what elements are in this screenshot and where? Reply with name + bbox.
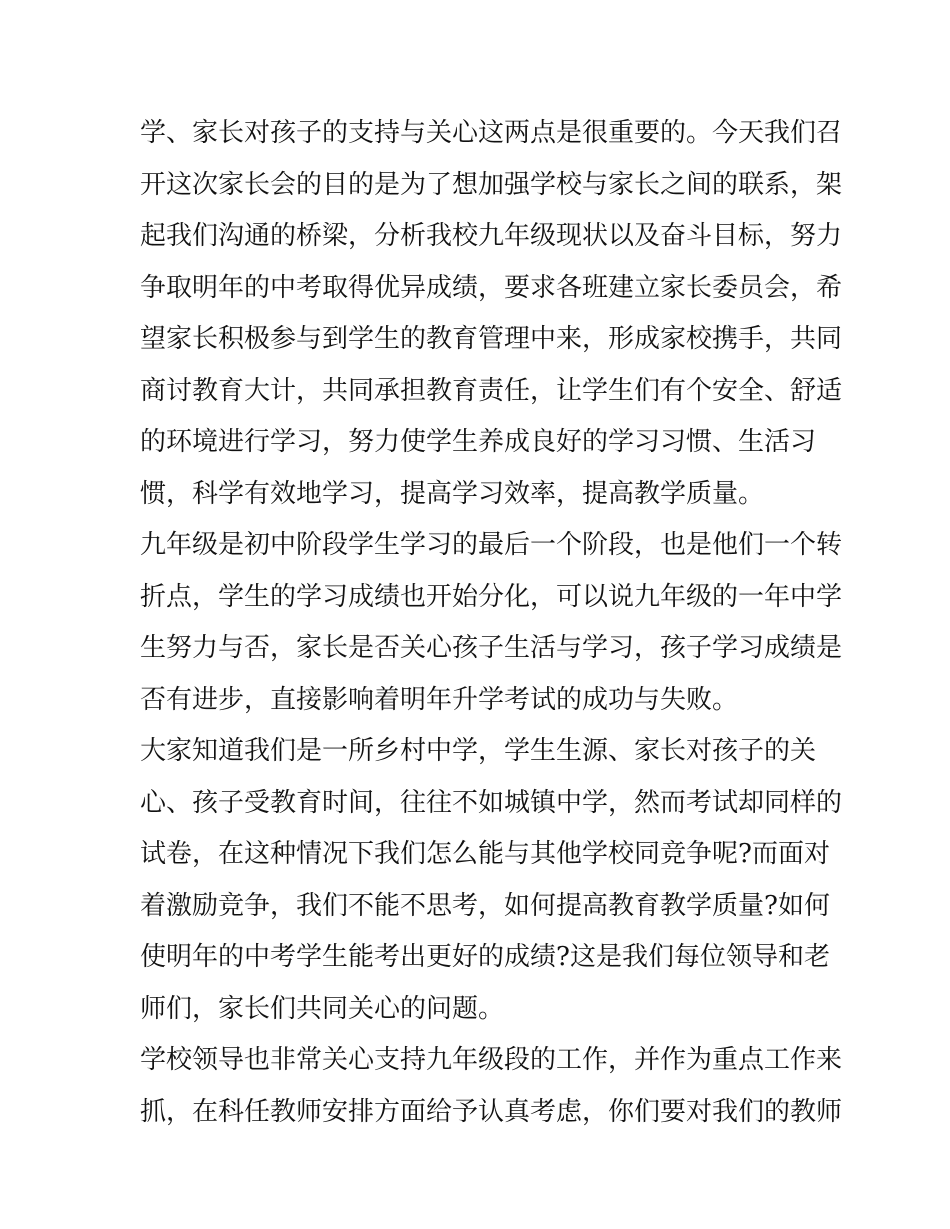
- text-line-6: 商讨教育大计，共同承担教育责任，让学生们有个安全、舒适: [140, 375, 843, 406]
- text-line-1: 学、家长对孩子的支持与关心这两点是很重要的。今天我们召: [140, 118, 843, 148]
- text-line-20: 抓，在科任教师安排方面给予认真考虑，你们要对我们的教师: [140, 1096, 843, 1127]
- text-line-8: 惯，科学有效地学习，提高学习效率，提高教学质量。: [140, 478, 765, 509]
- text-line-11: 生努力与否，家长是否关心孩子生活与学习，孩子学习成绩是: [140, 633, 843, 663]
- text-line-9: 九年级是初中阶段学生学习的最后一个阶段，也是他们一个转: [140, 530, 843, 560]
- text-line-12: 否有进步，直接影响着明年升学考试的成功与失败。: [140, 684, 739, 715]
- text-line-5: 望家长积极参与到学生的教育管理中来，形成家校携手，共同: [140, 324, 843, 354]
- text-line-14: 心、孩子受教育时间，往往不如城镇中学，然而考试却同样的: [140, 787, 843, 818]
- text-line-7: 的环境进行学习，努力使学生养成良好的学习习惯、生活习: [140, 427, 817, 457]
- text-line-13: 大家知道我们是一所乡村中学，学生生源、家长对孩子的关: [140, 736, 817, 766]
- text-line-15: 试卷，在这种情况下我们怎么能与其他学校同竞争呢?而面对: [140, 839, 830, 869]
- text-line-16: 着激励竞争，我们不能不思考，如何提高教育教学质量?如何: [140, 890, 830, 921]
- document-body: [140, 108, 843, 1138]
- text-line-4: 争取明年的中考取得优异成绩，要求各班建立家长委员会，希: [140, 272, 843, 303]
- text-line-10: 折点，学生的学习成绩也开始分化，可以说九年级的一年中学: [140, 581, 843, 612]
- text-line-2: 开这次家长会的目的是为了想加强学校与家长之间的联系，架: [140, 169, 843, 200]
- text-line-19: 学校领导也非常关心支持九年级段的工作，并作为重点工作来: [140, 1045, 843, 1075]
- text-line-17: 使明年的中考学生能考出更好的成绩?这是我们每位领导和老: [140, 942, 830, 972]
- text-line-18: 师们，家长们共同关心的问题。: [140, 993, 505, 1024]
- text-line-3: 起我们沟通的桥梁，分析我校九年级现状以及奋斗目标，努力: [140, 221, 843, 251]
